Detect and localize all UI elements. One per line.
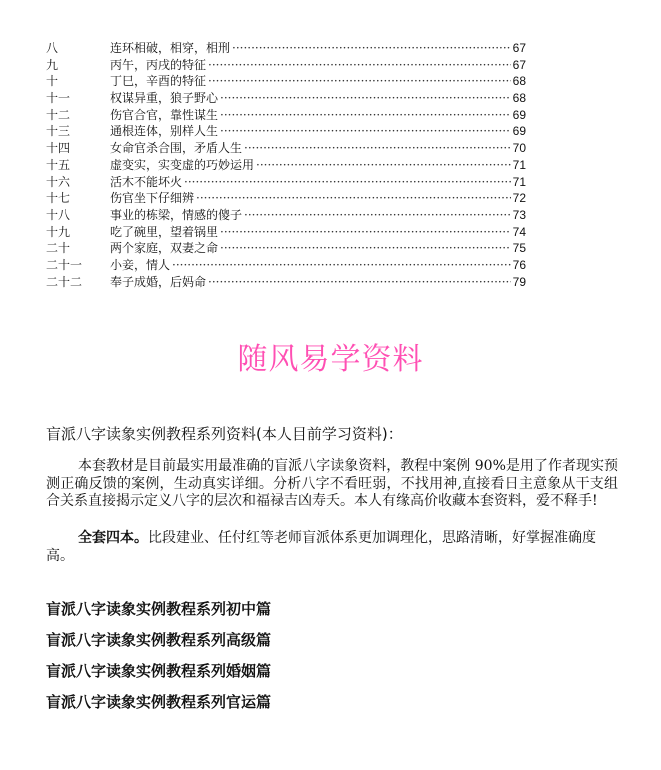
toc-row [46,73,526,90]
toc-number: 十一 [46,91,71,106]
list-item: 盲派八字读象实例教程系列婚姻篇 [46,662,272,680]
toc-number: 二十二 [46,274,83,289]
toc-leader-dots [220,107,511,124]
toc-row [46,190,526,207]
section-heading: 盲派八字读象实例教程系列资料(本人目前学习资料)： [46,425,403,443]
toc-number: 八 [46,41,59,55]
toc-page-number: 69 [512,124,526,139]
toc-leader-dots [244,207,511,224]
series-list [46,594,271,718]
toc-number: 十二 [46,107,71,122]
toc-row [46,90,526,107]
toc-number: 十八 [46,207,71,222]
toc-row [46,174,526,191]
list-item: 盲派八字读象实例教程系列高级篇 [46,631,272,649]
toc-page-number: 68 [512,91,526,106]
toc-leader-dots [220,90,511,107]
table-of-contents [46,40,526,290]
toc-title: 丁巳，辛酉的特征 [110,74,207,89]
toc-leader-dots [208,73,511,90]
toc-number: 九 [46,57,59,72]
toc-page-number: 75 [512,241,526,256]
toc-row [46,274,526,291]
toc-number: 十 [46,74,59,89]
toc-leader-dots [232,40,511,57]
bold-lead-text: 全套四本。 [78,530,148,546]
toc-page-number: 70 [512,141,526,156]
toc-title: 小妾，情人 [110,257,171,272]
toc-number: 十六 [46,174,71,189]
description-paragraph-2 [46,530,618,565]
toc-row [46,257,526,274]
toc-number: 十七 [46,191,71,206]
toc-page-number: 71 [512,157,526,172]
toc-row [46,140,526,157]
watermark-text: 随风易学资料 [237,342,424,377]
toc-row [46,207,526,224]
toc-number: 十五 [46,157,71,172]
toc-page-number: 73 [512,207,526,222]
toc-page-number: 71 [512,174,526,189]
toc-leader-dots [184,174,511,191]
toc-page-number: 68 [512,74,526,89]
toc-row [46,107,526,124]
toc-leader-dots [244,140,511,157]
toc-title: 连环相破，相穿，相刑 [110,41,231,55]
toc-title: 活木不能坏火 [110,174,183,189]
toc-page-number: 72 [512,191,526,206]
toc-leader-dots [196,190,511,207]
toc-page-number: 69 [512,107,526,122]
toc-row [46,40,526,57]
toc-title: 伤官坐下仔细辨 [110,191,195,206]
toc-title: 通根连体，别样人生 [110,124,219,139]
toc-title: 伤官合官，靠性谋生 [110,107,219,122]
toc-title: 女命官杀合围，矛盾人生 [110,141,243,156]
toc-page-number: 67 [512,57,526,72]
toc-title: 事业的栋梁，情感的傻子 [110,207,243,222]
toc-leader-dots [220,123,511,140]
toc-row [46,57,526,74]
description-paragraph: 本套教材是目前最实用最准确的盲派八字读象资料，教程中案例 90%是用了作者现实预测正确反馈的案例，生动真实详细。分析八字不看旺弱，不找用神,直接看日主意象从干支组合关系直接揭示定义八字的层次和福禄吉凶寿夭。本人有缘高价收藏本套资料，爱不释手! [46,458,618,510]
toc-page-number: 79 [512,274,526,289]
toc-page-number: 74 [512,224,526,239]
list-item: 盲派八字读象实例教程系列初中篇 [46,600,272,618]
toc-title: 丙午，丙戌的特征 [110,57,207,72]
paragraph-text: 比段建业、任付红等老师盲派体系更加调理化，思路清晰，好掌握准确度高。 [46,530,596,564]
toc-number: 二十 [46,241,71,256]
toc-leader-dots [172,257,511,274]
toc-leader-dots [220,240,511,257]
toc-page-number: 76 [512,257,526,272]
toc-leader-dots [256,157,511,174]
toc-number: 十九 [46,224,71,239]
toc-number: 二十一 [46,257,83,272]
toc-title: 权谋异重，狼子野心 [110,91,219,106]
toc-title: 虚变实，实变虚的巧妙运用 [110,157,255,172]
toc-leader-dots [208,274,511,291]
toc-row [46,123,526,140]
toc-leader-dots [220,224,511,241]
toc-row [46,157,526,174]
toc-number: 十四 [46,141,71,156]
toc-row [46,240,526,257]
toc-number: 十三 [46,124,71,139]
toc-title: 奉子成婚，后妈命 [110,274,207,289]
list-item: 盲派八字读象实例教程系列官运篇 [46,693,272,711]
toc-title: 两个家庭，双妻之命 [110,241,219,256]
toc-row [46,224,526,241]
toc-leader-dots [208,57,511,74]
toc-page-number: 67 [512,41,526,55]
toc-title: 吃了碗里，望着锅里 [110,224,219,239]
